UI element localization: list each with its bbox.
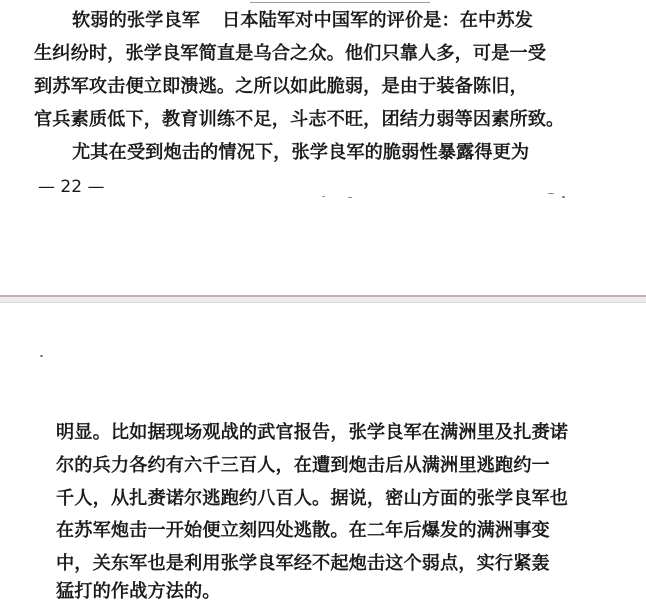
paragraph-line-6: 明显。比如据现场观战的武官报告，张学良军在满洲里及扎赉诺	[56, 422, 569, 443]
page-number: — 22 —	[38, 177, 105, 197]
scan-speck	[348, 197, 352, 198]
paragraph-line-4: 官兵素质低下，教育训练不足，斗志不旺，团结力弱等因素所致。	[34, 109, 565, 130]
line-text: 日本陆军对中国军的评价是：在中苏发	[222, 10, 533, 31]
paragraph-line-9: 在苏军炮击一开始便立刻四处逃散。在二年后爆发的满洲事变	[56, 520, 550, 541]
paragraph-line-2: 生纠纷时，张学良军简直是乌合之众。他们只靠人多，可是一受	[34, 43, 547, 64]
paragraph-line-11: 猛打的作战方法的。	[56, 581, 221, 602]
scan-speck	[562, 196, 565, 198]
section-heading: 软弱的张学良军	[72, 10, 201, 31]
top-rule	[250, 0, 430, 3]
scan-speck	[40, 355, 43, 357]
scan-speck	[322, 196, 325, 197]
paragraph-line-8: 千人，从扎赉诺尔逃跑约八百人。据说，密山方面的张学良军也	[56, 488, 569, 509]
paragraph-line-10: 中，关东军也是利用张学良军经不起炮击这个弱点，实行紧轰	[56, 553, 550, 574]
paragraph-line-5: 尤其在受到炮击的情况下，张学良军的脆弱性暴露得更为	[72, 142, 530, 163]
page-divider	[0, 295, 646, 303]
bottom-page	[0, 303, 646, 604]
paragraph-line-1	[72, 10, 533, 32]
paragraph-line-7: 尔的兵力各约有六千三百人，在遭到炮击后从满洲里逃跑约一	[56, 455, 550, 476]
top-page	[0, 0, 646, 295]
paragraph-line-3: 到苏军攻击便立即溃逃。之所以如此脆弱，是由于装备陈旧，	[34, 76, 528, 97]
scan-speck	[548, 193, 554, 194]
